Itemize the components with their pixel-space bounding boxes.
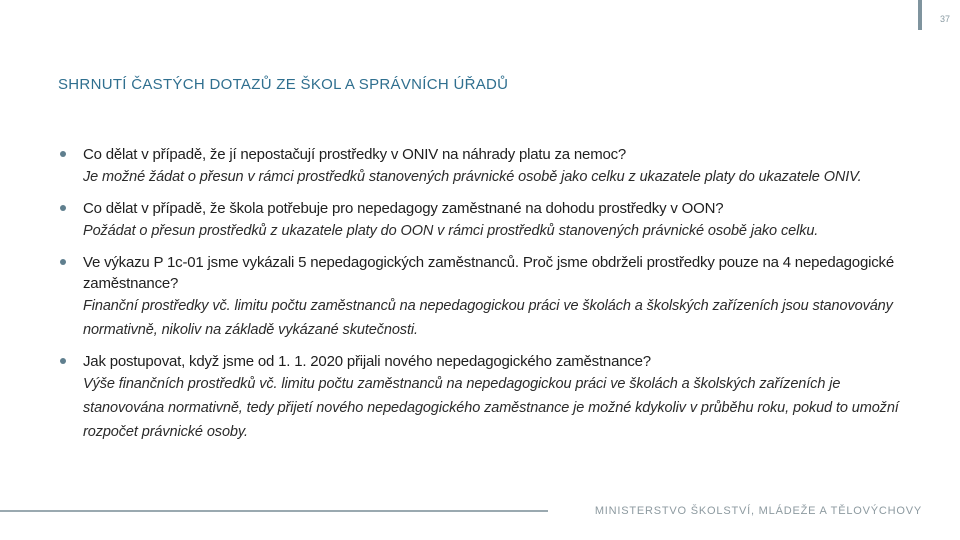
bullet-icon: [60, 205, 66, 211]
page-number: 37: [939, 14, 950, 24]
top-divider: [918, 0, 922, 30]
faq-question: Jak postupovat, když jsme od 1. 1. 2020 přijali nového nepedagogického zaměstnance?: [83, 353, 651, 370]
page-title: SHRNUTÍ ČASTÝCH DOTAZŮ ZE ŠKOL A SPRÁVNÍCH ÚŘADŮ: [58, 76, 509, 93]
faq-question: Co dělat v případě, že škola potřebuje pro nepedagogy zaměstnané na dohodu prostředky v OON?: [83, 200, 724, 217]
bullet-icon: [60, 151, 66, 157]
faq-answer: Požádat o přesun prostředků z ukazatele platy do OON v rámci prostředků stanovených právnické osobě jako celku.: [83, 223, 819, 239]
faq-answer: Je možné žádat o přesun v rámci prostředků stanovených právnické osobě jako celku z ukazatele platy do ukazatele ONIV.: [83, 169, 862, 185]
faq-question: Ve výkazu P 1c-01 jsme vykázali 5 nepedagogických zaměstnanců. Proč jsme obdrželi prostředky pouze na 4 nepedagogické zaměstnance?: [83, 254, 894, 292]
faq-item: [60, 351, 900, 444]
bullet-icon: [60, 358, 66, 364]
faq-item: [60, 144, 900, 189]
faq-item: [60, 252, 900, 342]
footer-divider: [0, 510, 548, 512]
ministry-logo: MINISTERSTVO ŠKOLSTVÍ, MLÁDEŽE A TĚLOVÝCHOVY: [594, 505, 922, 517]
faq-answer: Výše finančních prostředků vč. limitu počtu zaměstnanců na nepedagogickou práci ve školách a školských zařízeních je stanovována normativně, tedy přijetí nového nepedagogického zaměstnance je možné kdykoliv v průběhu roku, pokud to umožní rozpočet právnické osoby.: [83, 376, 899, 440]
faq-item: [60, 198, 900, 243]
bullet-icon: [60, 259, 66, 265]
faq-question: Co dělat v případě, že jí nepostačují prostředky v ONIV na náhrady platu za nemoc?: [83, 146, 627, 163]
faq-answer: Finanční prostředky vč. limitu počtu zaměstnanců na nepedagogickou práci ve školách a školských zařízeních jsou stanovovány normativně, nikoliv na základě vykázané skutečnosti.: [83, 298, 893, 338]
faq-list: [60, 144, 900, 453]
